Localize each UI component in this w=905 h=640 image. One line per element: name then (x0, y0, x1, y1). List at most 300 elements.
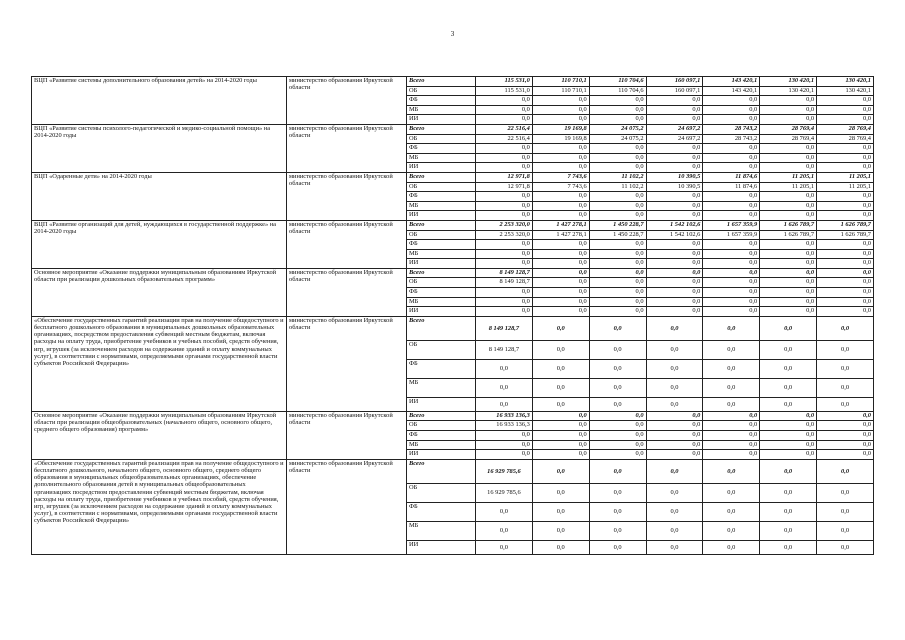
executor-cell: министерство образования Иркутской области (287, 316, 407, 411)
amount-cell: 0,0 (646, 440, 703, 450)
amount-cell: 0,0 (760, 307, 817, 317)
amount-cell: 0,0 (646, 378, 703, 397)
measure-name: ВЦП «Развитие организаций для детей, нуждающихся в государственной поддержке» на 2014-2020 годы (32, 220, 287, 268)
table-row (32, 124, 874, 134)
funding-source: ИИ (407, 211, 476, 221)
amount-cell: 0,0 (760, 163, 817, 173)
amount-cell: 0,0 (817, 483, 874, 502)
amount-cell: 0,0 (760, 105, 817, 115)
funding-source: ФБ (407, 359, 476, 378)
amount-cell: 0,0 (476, 307, 533, 317)
amount-cell: 11 874,6 (703, 172, 760, 182)
amount-cell: 130 420,1 (817, 86, 874, 96)
page-number: 3 (450, 30, 455, 38)
amount-cell: 0,0 (760, 502, 817, 521)
amount-cell: 0,0 (646, 411, 703, 421)
amount-cell: 2 253 320,0 (476, 230, 533, 240)
amount-cell: 0,0 (760, 144, 817, 154)
executor-cell: министерство образования Иркутской области (287, 77, 407, 125)
amount-cell: 1 450 228,7 (589, 230, 646, 240)
amount-cell: 0,0 (703, 240, 760, 250)
amount-cell: 0,0 (817, 268, 874, 278)
amount-cell: 11 205,1 (760, 172, 817, 182)
table-row (32, 268, 874, 278)
funding-source: ИИ (407, 259, 476, 269)
amount-cell: 0,0 (817, 115, 874, 125)
measure-name: ВЦП «Развитие системы дополнительного образования детей» на 2014-2020 годы (32, 77, 287, 125)
amount-cell: 110 704,6 (589, 77, 646, 87)
amount-cell: 0,0 (760, 278, 817, 288)
amount-cell: 0,0 (589, 105, 646, 115)
amount-cell: 0,0 (703, 278, 760, 288)
amount-cell: 1 542 102,6 (646, 230, 703, 240)
amount-cell: 0,0 (703, 268, 760, 278)
amount-cell: 0,0 (817, 163, 874, 173)
amount-cell: 0,0 (760, 259, 817, 269)
amount-cell: 0,0 (532, 249, 589, 259)
amount-cell: 0,0 (817, 397, 874, 411)
amount-cell: 0,0 (589, 211, 646, 221)
amount-cell: 0,0 (589, 316, 646, 340)
amount-cell: 0,0 (532, 105, 589, 115)
amount-cell: 0,0 (817, 440, 874, 450)
funding-source: ОБ (407, 182, 476, 192)
funding-source: ФБ (407, 96, 476, 106)
amount-cell: 0,0 (817, 307, 874, 317)
amount-cell: 0,0 (817, 211, 874, 221)
funding-source: МБ (407, 440, 476, 450)
amount-cell: 0,0 (703, 440, 760, 450)
amount-cell: 12 971,8 (476, 172, 533, 182)
funding-source: Всего (407, 172, 476, 182)
funding-source: ОБ (407, 134, 476, 144)
amount-cell: 11 205,1 (817, 172, 874, 182)
amount-cell: 0,0 (703, 96, 760, 106)
amount-cell: 0,0 (532, 397, 589, 411)
amount-cell: 110 710,1 (532, 77, 589, 87)
amount-cell: 0,0 (589, 144, 646, 154)
amount-cell: 0,0 (703, 307, 760, 317)
amount-cell: 1 542 102,6 (646, 220, 703, 230)
amount-cell: 0,0 (532, 440, 589, 450)
amount-cell: 0,0 (703, 153, 760, 163)
amount-cell: 7 743,6 (532, 172, 589, 182)
amount-cell: 0,0 (703, 431, 760, 441)
amount-cell: 0,0 (646, 502, 703, 521)
amount-cell: 0,0 (817, 431, 874, 441)
table-row (32, 459, 874, 483)
amount-cell: 0,0 (646, 240, 703, 250)
amount-cell: 10 390,5 (646, 172, 703, 182)
funding-source: Всего (407, 411, 476, 421)
amount-cell: 0,0 (589, 201, 646, 211)
amount-cell: 0,0 (646, 307, 703, 317)
amount-cell: 0,0 (589, 459, 646, 483)
amount-cell: 24 075,2 (589, 124, 646, 134)
amount-cell: 0,0 (589, 96, 646, 106)
amount-cell: 0,0 (589, 340, 646, 359)
amount-cell: 0,0 (646, 288, 703, 298)
amount-cell: 0,0 (589, 240, 646, 250)
amount-cell: 0,0 (703, 105, 760, 115)
amount-cell: 0,0 (703, 288, 760, 298)
amount-cell: 8 149 128,7 (476, 278, 533, 288)
amount-cell: 0,0 (703, 340, 760, 359)
amount-cell: 0,0 (532, 431, 589, 441)
amount-cell: 0,0 (589, 431, 646, 441)
amount-cell: 0,0 (646, 316, 703, 340)
amount-cell: 0,0 (476, 259, 533, 269)
funding-source: ОБ (407, 230, 476, 240)
amount-cell: 0,0 (703, 521, 760, 540)
amount-cell: 0,0 (817, 192, 874, 202)
amount-cell: 0,0 (476, 440, 533, 450)
measure-name: «Обеспечение государственных гарантий реализации прав на получение общедоступного и бесплатного дошкольного, начального общего, основного общего, среднего общего образования в муниципальных общеобразовательных организациях, обеспечение дополнительного образования детей в муниципальных общеобразовательных организациях посредством предоставления субвенций местным бюджетам, включая расходы на оплату труда, приобретение учебников и учебных пособий, средств обучения, игр, игрушек (за исключением расходов на содержание зданий и оплату коммунальных услуг), в соответствии с нормативами, определяемыми органами государственной власти субъектов Российской Федерации» (32, 459, 287, 554)
budget-table-body (32, 77, 874, 555)
amount-cell: 7 743,6 (532, 182, 589, 192)
amount-cell: 0,0 (476, 192, 533, 202)
amount-cell: 0,0 (760, 249, 817, 259)
amount-cell: 8 149 128,7 (476, 316, 533, 340)
amount-cell: 0,0 (532, 144, 589, 154)
funding-source: ФБ (407, 144, 476, 154)
amount-cell: 0,0 (532, 459, 589, 483)
amount-cell: 0,0 (589, 249, 646, 259)
amount-cell: 0,0 (589, 259, 646, 269)
amount-cell: 0,0 (589, 502, 646, 521)
amount-cell: 0,0 (646, 249, 703, 259)
funding-source: МБ (407, 105, 476, 115)
amount-cell: 11 102,2 (589, 182, 646, 192)
amount-cell: 0,0 (476, 540, 533, 554)
amount-cell: 0,0 (476, 288, 533, 298)
amount-cell: 0,0 (760, 297, 817, 307)
amount-cell: 0,0 (532, 521, 589, 540)
amount-cell: 2 253 320,0 (476, 220, 533, 230)
amount-cell: 0,0 (817, 153, 874, 163)
amount-cell: 0,0 (532, 421, 589, 431)
amount-cell: 0,0 (703, 483, 760, 502)
amount-cell: 0,0 (532, 259, 589, 269)
amount-cell: 0,0 (646, 115, 703, 125)
amount-cell: 0,0 (703, 397, 760, 411)
amount-cell: 0,0 (760, 288, 817, 298)
amount-cell: 0,0 (760, 378, 817, 397)
amount-cell: 0,0 (817, 297, 874, 307)
amount-cell: 0,0 (703, 201, 760, 211)
amount-cell: 0,0 (532, 502, 589, 521)
amount-cell: 0,0 (817, 378, 874, 397)
amount-cell: 0,0 (532, 268, 589, 278)
amount-cell: 1 450 228,7 (589, 220, 646, 230)
amount-cell: 0,0 (760, 192, 817, 202)
funding-source: ИИ (407, 307, 476, 317)
amount-cell: 0,0 (646, 163, 703, 173)
amount-cell: 0,0 (589, 268, 646, 278)
amount-cell: 0,0 (817, 144, 874, 154)
amount-cell: 0,0 (703, 192, 760, 202)
measure-name: Основное мероприятие «Оказание поддержки муниципальным образованиям Иркутской области при реализации общеобразовательных (начального общего, основного общего, среднего общего образования) программ» (32, 411, 287, 459)
amount-cell: 0,0 (589, 440, 646, 450)
funding-source: Всего (407, 459, 476, 483)
amount-cell: 0,0 (703, 297, 760, 307)
amount-cell: 16 933 136,3 (476, 411, 533, 421)
amount-cell: 0,0 (817, 105, 874, 115)
amount-cell: 0,0 (703, 502, 760, 521)
measure-name: «Обеспечение государственных гарантий реализации прав на получение общедоступного и бесплатного дошкольного образования в муниципальных дошкольных образовательных организациях, посредством предоставления субвенций местным бюджетам, включая расходы на оплату труда, приобретение учебников и учебных пособий, средств обучения, игр, игрушек (за исключением расходов на содержание зданий и оплату коммунальных услуг), в соответствии с нормативами, определяемыми органами государственной власти субъектов Российской Федерации» (32, 316, 287, 411)
amount-cell: 0,0 (817, 249, 874, 259)
funding-source: ОБ (407, 483, 476, 502)
funding-source: ОБ (407, 278, 476, 288)
amount-cell: 0,0 (646, 450, 703, 460)
amount-cell: 0,0 (703, 144, 760, 154)
funding-source: ФБ (407, 502, 476, 521)
amount-cell: 0,0 (476, 144, 533, 154)
amount-cell: 0,0 (589, 115, 646, 125)
amount-cell: 0,0 (817, 340, 874, 359)
amount-cell: 16 933 136,3 (476, 421, 533, 431)
amount-cell: 0,0 (646, 359, 703, 378)
amount-cell: 0,0 (817, 450, 874, 460)
amount-cell: 0,0 (760, 411, 817, 421)
amount-cell: 0,0 (817, 359, 874, 378)
amount-cell: 0,0 (760, 421, 817, 431)
funding-source: МБ (407, 153, 476, 163)
amount-cell: 0,0 (646, 144, 703, 154)
funding-source: ФБ (407, 288, 476, 298)
amount-cell: 0,0 (589, 521, 646, 540)
amount-cell: 0,0 (760, 153, 817, 163)
amount-cell: 19 169,8 (532, 124, 589, 134)
amount-cell: 0,0 (817, 540, 874, 554)
amount-cell: 0,0 (532, 411, 589, 421)
amount-cell: 24 697,2 (646, 134, 703, 144)
measure-name: ВЦП «Развитие системы психолого-педагогической и медико-социальной помощи» на 2014-2020 годы (32, 124, 287, 172)
amount-cell: 0,0 (476, 240, 533, 250)
amount-cell: 0,0 (532, 297, 589, 307)
amount-cell: 0,0 (532, 378, 589, 397)
amount-cell: 0,0 (703, 249, 760, 259)
amount-cell: 0,0 (476, 201, 533, 211)
amount-cell: 130 420,1 (817, 77, 874, 87)
amount-cell: 0,0 (703, 421, 760, 431)
amount-cell: 0,0 (532, 201, 589, 211)
amount-cell: 1 427 278,1 (532, 220, 589, 230)
amount-cell: 10 390,5 (646, 182, 703, 192)
amount-cell: 0,0 (817, 411, 874, 421)
funding-source: МБ (407, 378, 476, 397)
funding-source: МБ (407, 297, 476, 307)
amount-cell: 0,0 (532, 153, 589, 163)
amount-cell: 0,0 (476, 521, 533, 540)
amount-cell: 0,0 (703, 540, 760, 554)
amount-cell: 0,0 (760, 96, 817, 106)
amount-cell: 11 205,1 (817, 182, 874, 192)
amount-cell: 160 097,1 (646, 86, 703, 96)
amount-cell: 0,0 (646, 459, 703, 483)
amount-cell: 0,0 (646, 397, 703, 411)
amount-cell: 143 420,1 (703, 77, 760, 87)
executor-cell: министерство образования Иркутской области (287, 411, 407, 459)
amount-cell: 115 531,0 (476, 77, 533, 87)
amount-cell: 0,0 (646, 259, 703, 269)
amount-cell: 0,0 (646, 211, 703, 221)
amount-cell: 0,0 (817, 502, 874, 521)
table-row (32, 316, 874, 340)
amount-cell: 0,0 (646, 431, 703, 441)
amount-cell: 0,0 (703, 211, 760, 221)
funding-source: МБ (407, 201, 476, 211)
amount-cell: 11 205,1 (760, 182, 817, 192)
amount-cell: 0,0 (476, 431, 533, 441)
amount-cell: 0,0 (817, 288, 874, 298)
amount-cell: 0,0 (589, 153, 646, 163)
table-row (32, 220, 874, 230)
amount-cell: 0,0 (476, 96, 533, 106)
amount-cell: 0,0 (532, 540, 589, 554)
amount-cell: 0,0 (646, 521, 703, 540)
funding-source: ФБ (407, 240, 476, 250)
amount-cell: 0,0 (760, 316, 817, 340)
amount-cell: 0,0 (476, 105, 533, 115)
table-row (32, 172, 874, 182)
funding-source: ИИ (407, 163, 476, 173)
amount-cell: 110 704,6 (589, 86, 646, 96)
funding-source: Всего (407, 268, 476, 278)
funding-source: МБ (407, 521, 476, 540)
amount-cell: 1 427 278,1 (532, 230, 589, 240)
amount-cell: 0,0 (532, 307, 589, 317)
amount-cell: 0,0 (476, 397, 533, 411)
amount-cell: 0,0 (532, 192, 589, 202)
amount-cell: 0,0 (532, 483, 589, 502)
funding-source: Всего (407, 77, 476, 87)
amount-cell: 0,0 (703, 259, 760, 269)
amount-cell: 24 075,2 (589, 134, 646, 144)
amount-cell: 1 657 359,9 (703, 220, 760, 230)
amount-cell: 0,0 (817, 201, 874, 211)
funding-source: МБ (407, 249, 476, 259)
amount-cell: 0,0 (589, 307, 646, 317)
amount-cell: 0,0 (817, 278, 874, 288)
amount-cell: 0,0 (817, 521, 874, 540)
amount-cell: 0,0 (817, 259, 874, 269)
amount-cell: 11 102,2 (589, 172, 646, 182)
funding-source: Всего (407, 316, 476, 340)
amount-cell: 0,0 (532, 359, 589, 378)
amount-cell: 0,0 (646, 268, 703, 278)
amount-cell: 0,0 (532, 278, 589, 288)
executor-cell: министерство образования Иркутской области (287, 220, 407, 268)
amount-cell: 0,0 (646, 278, 703, 288)
executor-cell: министерство образования Иркутской области (287, 268, 407, 316)
table-row (32, 411, 874, 421)
funding-source: ИИ (407, 540, 476, 554)
amount-cell: 0,0 (646, 105, 703, 115)
amount-cell: 115 531,0 (476, 86, 533, 96)
funding-source: ИИ (407, 397, 476, 411)
amount-cell: 130 420,1 (760, 86, 817, 96)
amount-cell: 0,0 (646, 540, 703, 554)
amount-cell: 1 626 789,7 (760, 220, 817, 230)
amount-cell: 143 420,1 (703, 86, 760, 96)
amount-cell: 0,0 (589, 378, 646, 397)
funding-source: ОБ (407, 421, 476, 431)
amount-cell: 0,0 (760, 340, 817, 359)
amount-cell: 0,0 (760, 240, 817, 250)
amount-cell: 28 769,4 (760, 134, 817, 144)
amount-cell: 0,0 (760, 397, 817, 411)
executor-cell: министерство образования Иркутской области (287, 172, 407, 220)
amount-cell: 0,0 (817, 96, 874, 106)
amount-cell: 0,0 (476, 359, 533, 378)
amount-cell: 0,0 (476, 502, 533, 521)
measure-name: Основное мероприятие «Оказание поддержки муниципальным образованиям Иркутской области при реализации дошкольных образовательных программ» (32, 268, 287, 316)
amount-cell: 0,0 (532, 163, 589, 173)
amount-cell: 0,0 (589, 483, 646, 502)
measure-name: ВЦП «Одаренные дети» на 2014-2020 годы (32, 172, 287, 220)
funding-source: ФБ (407, 192, 476, 202)
amount-cell: 0,0 (817, 421, 874, 431)
amount-cell: 0,0 (703, 450, 760, 460)
amount-cell: 0,0 (589, 397, 646, 411)
amount-cell: 0,0 (476, 450, 533, 460)
amount-cell: 0,0 (476, 115, 533, 125)
amount-cell: 0,0 (532, 115, 589, 125)
amount-cell: 0,0 (703, 163, 760, 173)
amount-cell: 1 626 789,7 (817, 220, 874, 230)
amount-cell: 16 929 785,6 (476, 483, 533, 502)
amount-cell: 0,0 (476, 297, 533, 307)
amount-cell: 0,0 (589, 540, 646, 554)
amount-cell: 0,0 (703, 359, 760, 378)
amount-cell: 0,0 (703, 115, 760, 125)
amount-cell: 0,0 (589, 278, 646, 288)
amount-cell: 0,0 (760, 268, 817, 278)
amount-cell: 11 874,6 (703, 182, 760, 192)
amount-cell: 0,0 (760, 440, 817, 450)
amount-cell: 0,0 (532, 316, 589, 340)
amount-cell: 0,0 (532, 96, 589, 106)
amount-cell: 0,0 (646, 340, 703, 359)
amount-cell: 28 769,4 (817, 134, 874, 144)
amount-cell: 0,0 (589, 450, 646, 460)
amount-cell: 0,0 (760, 211, 817, 221)
amount-cell: 0,0 (760, 201, 817, 211)
funding-source: Всего (407, 124, 476, 134)
amount-cell: 160 097,1 (646, 77, 703, 87)
executor-cell: министерство образования Иркутской области (287, 459, 407, 554)
amount-cell: 0,0 (476, 163, 533, 173)
funding-source: ОБ (407, 86, 476, 96)
amount-cell: 0,0 (589, 359, 646, 378)
amount-cell: 0,0 (646, 192, 703, 202)
amount-cell: 8 149 128,7 (476, 268, 533, 278)
amount-cell: 0,0 (646, 153, 703, 163)
amount-cell: 0,0 (760, 483, 817, 502)
amount-cell: 0,0 (646, 297, 703, 307)
executor-cell: министерство образования Иркутской области (287, 124, 407, 172)
amount-cell: 0,0 (532, 450, 589, 460)
amount-cell: 28 769,4 (760, 124, 817, 134)
amount-cell: 0,0 (703, 411, 760, 421)
amount-cell: 0,0 (646, 483, 703, 502)
funding-source: ФБ (407, 431, 476, 441)
amount-cell: 0,0 (589, 421, 646, 431)
amount-cell: 12 971,8 (476, 182, 533, 192)
amount-cell: 0,0 (476, 249, 533, 259)
amount-cell: 22 516,4 (476, 124, 533, 134)
